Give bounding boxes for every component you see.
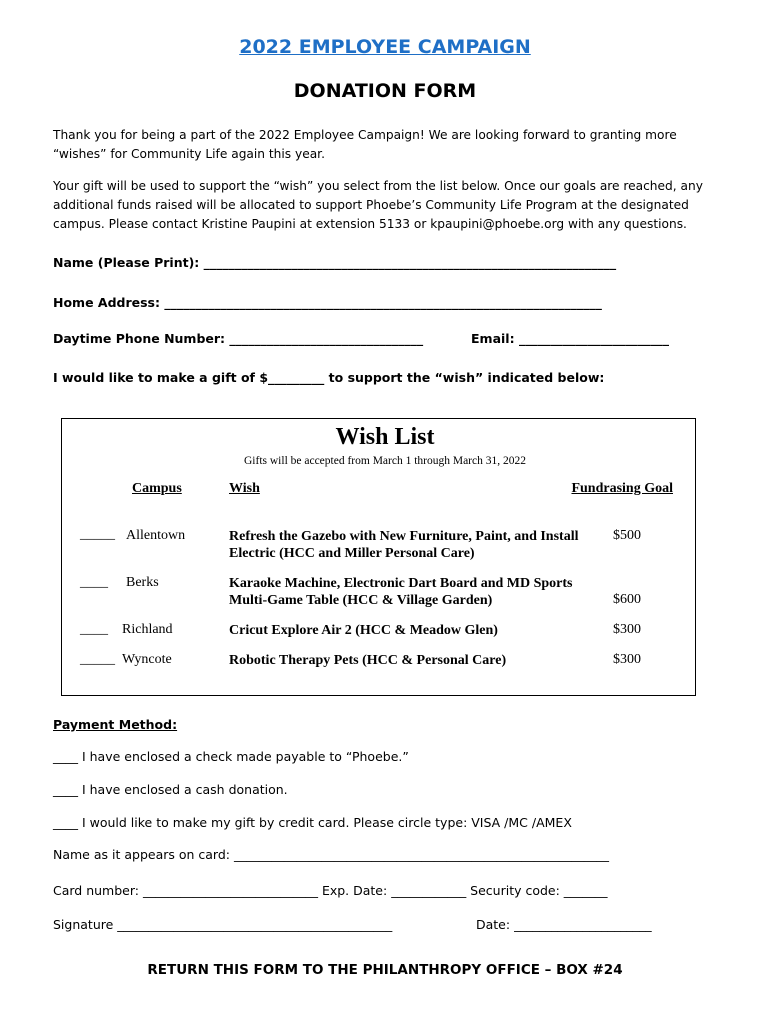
email-field[interactable]: [471, 331, 669, 346]
cash-label: I have enclosed a cash donation.: [78, 782, 288, 797]
card-label: I would like to make my gift by credit card. Please circle type: VISA /MC /AMEX: [78, 815, 572, 830]
form-subtitle: DONATION FORM: [293, 80, 477, 102]
card-name-line[interactable]: ____________________________________________________________: [233, 847, 609, 862]
return-instructions: RETURN THIS FORM TO THE PHILANTHROPY OFFICE – BOX #24: [147, 962, 623, 978]
wish-allentown: Refresh the Gazebo with New Furniture, Paint, and Install Electric (HCC and Miller Personal Care): [229, 529, 579, 561]
campus-name-berks: Berks: [126, 575, 159, 590]
address-label: Home Address:: [53, 295, 160, 310]
form-title: 2022 EMPLOYEE CAMPAIGN: [239, 36, 531, 58]
gift-amount-line[interactable]: _________: [268, 370, 325, 385]
email-input-line[interactable]: ________________________: [518, 331, 669, 346]
goal-richland: $300: [613, 622, 641, 637]
address-input-line[interactable]: ______________________________________________________________________: [164, 295, 602, 310]
phone-field[interactable]: [53, 331, 423, 346]
payment-option-check[interactable]: [53, 749, 409, 764]
goal-berks: $600: [613, 592, 641, 607]
card-number-line[interactable]: ____________________________: [142, 883, 318, 898]
exp-date-label: Exp. Date:: [317, 883, 392, 898]
name-field[interactable]: [53, 255, 616, 270]
wish-list-note: Gifts will be accepted from March 1 through March 31, 2022: [244, 455, 526, 467]
campus-name-richland: Richland: [122, 622, 173, 637]
address-field[interactable]: [53, 295, 602, 310]
wish-wyncote: Robotic Therapy Pets (HCC & Personal Care): [229, 653, 507, 668]
wish-list-title: Wish List: [335, 424, 435, 450]
campus-checkbox-allentown[interactable]: _____: [80, 527, 115, 542]
campus-checkbox-wyncote[interactable]: _____: [80, 652, 115, 667]
payment-heading: Payment Method:: [53, 717, 178, 732]
security-code-line[interactable]: _______: [563, 883, 608, 898]
date-field[interactable]: [476, 917, 652, 932]
card-blank[interactable]: ____: [53, 815, 78, 830]
column-header-wish: Wish: [229, 481, 260, 496]
exp-date-line[interactable]: ____________: [391, 883, 467, 898]
intro-paragraph-1: Thank you for being a part of the 2022 Employee Campaign! We are looking forward to granting more “wishes” for Community Life again this year.: [53, 128, 677, 161]
payment-option-cash[interactable]: [53, 782, 288, 797]
card-name-field[interactable]: [53, 847, 609, 862]
card-name-label: Name as it appears on card:: [53, 847, 234, 862]
security-code-label: Security code:: [466, 883, 564, 898]
gift-amount-field[interactable]: [53, 370, 604, 385]
email-label: Email:: [471, 331, 515, 346]
date-line[interactable]: ______________________: [514, 917, 652, 932]
goal-wyncote: $300: [613, 652, 641, 667]
phone-input-line[interactable]: _______________________________: [229, 331, 424, 346]
gift-suffix: to support the “wish” indicated below:: [324, 370, 605, 385]
column-header-campus: Campus: [132, 481, 182, 496]
check-label: I have enclosed a check made payable to “Phoebe.”: [78, 749, 409, 764]
campus-name-allentown: Allentown: [126, 528, 186, 543]
payment-option-card[interactable]: [53, 815, 572, 830]
campus-checkbox-richland[interactable]: ____: [80, 622, 108, 637]
signature-field[interactable]: [53, 917, 392, 932]
card-details-row: [53, 883, 608, 898]
card-number-label: Card number:: [53, 883, 143, 898]
campus-name-wyncote: Wyncote: [122, 652, 172, 667]
goal-allentown: $500: [613, 528, 641, 543]
wish-richland: Cricut Explore Air 2 (HCC & Meadow Glen): [229, 623, 498, 638]
gift-prefix: I would like to make a gift of $: [53, 370, 269, 385]
date-label: Date:: [476, 917, 515, 932]
intro-paragraph-2: Your gift will be used to support the “wish” you select from the list below. Once our goals are reached, any additional funds raised will be allocated to support Phoebe’s Community Life Program at the designated campus. Please contact Kristine Paupini at extension 5133 or kpaupini@phoebe.org with any questions.: [53, 179, 703, 231]
cash-blank[interactable]: ____: [53, 782, 78, 797]
name-label: Name (Please Print):: [53, 255, 200, 270]
campus-checkbox-berks[interactable]: ____: [80, 575, 108, 590]
check-blank[interactable]: ____: [53, 749, 78, 764]
signature-line[interactable]: ____________________________________________: [117, 917, 393, 932]
name-input-line[interactable]: __________________________________________________________________: [203, 255, 617, 270]
phone-label: Daytime Phone Number:: [53, 331, 226, 346]
wish-berks: Karaoke Machine, Electronic Dart Board and MD Sports Multi-Game Table (HCC & Village Garden): [229, 576, 573, 608]
signature-label: Signature: [53, 917, 118, 932]
column-header-goal: Fundrasing Goal: [571, 481, 673, 496]
